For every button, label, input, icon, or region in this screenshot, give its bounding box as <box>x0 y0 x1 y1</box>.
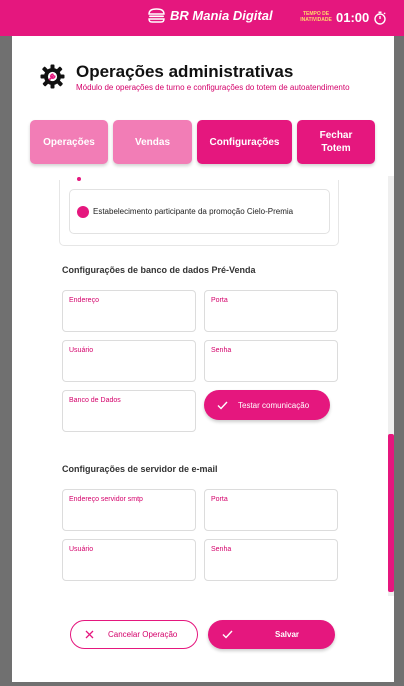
save-label: Salvar <box>275 630 300 639</box>
radio-option-partial[interactable] <box>77 177 81 181</box>
brand <box>148 8 273 23</box>
admin-panel <box>12 36 394 682</box>
brand-name: BR Mania Digital <box>170 8 273 23</box>
field-label: Endereço servidor smtp <box>69 496 143 503</box>
test-connection-label: Testar comunicação <box>238 400 310 410</box>
field-label: Porta <box>211 496 228 503</box>
db-section-title: Configurações de banco de dados Pré-Venda <box>62 265 256 275</box>
top-bar <box>0 0 404 36</box>
smtp-password-input[interactable] <box>211 560 331 574</box>
field-label: Endereço <box>69 297 99 304</box>
cancel-label: Cancelar Operação <box>108 630 178 639</box>
page-subtitle: Módulo de operações de turno e configurações do totem de autoatendimento <box>76 83 350 92</box>
tab-bar <box>30 120 376 164</box>
tab-fechar-totem[interactable]: Fechar Totem <box>297 120 375 164</box>
settings-scroll-area[interactable] <box>12 176 394 596</box>
smtp-user-input[interactable] <box>69 560 189 574</box>
field-label: Porta <box>211 297 228 304</box>
promo-label: Estabelecimento participante da promoção Cielo-Premia <box>93 207 294 216</box>
smtp-user-field[interactable] <box>62 539 196 581</box>
db-address-input[interactable] <box>69 311 189 325</box>
field-label: Usuário <box>69 546 94 553</box>
check-icon <box>222 630 233 639</box>
db-password-field[interactable] <box>204 340 338 382</box>
db-name-input[interactable] <box>69 411 189 425</box>
burger-icon <box>148 8 165 23</box>
close-icon <box>85 630 94 639</box>
page-title: Operações administrativas <box>76 62 294 81</box>
gear-wrench-icon <box>40 64 65 89</box>
smtp-port-field[interactable] <box>204 489 338 531</box>
stopwatch-icon <box>373 11 387 25</box>
cancel-operation-button[interactable] <box>70 620 198 649</box>
radio-selected-icon[interactable] <box>77 206 89 218</box>
smtp-address-input[interactable] <box>69 510 189 524</box>
idle-label: TEMPO DE INATIVIDADE <box>300 11 332 23</box>
field-label: Usuário <box>69 347 94 354</box>
smtp-port-input[interactable] <box>211 510 331 524</box>
field-label: Senha <box>211 546 232 553</box>
db-user-input[interactable] <box>69 361 189 375</box>
tab-configuracoes[interactable]: Configurações <box>197 120 292 164</box>
mail-section-title: Configurações de servidor de e-mail <box>62 464 218 474</box>
tab-vendas[interactable]: Vendas <box>113 120 192 164</box>
scrollbar-thumb[interactable] <box>388 434 394 592</box>
db-address-field[interactable] <box>62 290 196 332</box>
test-connection-button[interactable] <box>204 390 330 420</box>
db-name-field[interactable] <box>62 390 196 432</box>
db-user-field[interactable] <box>62 340 196 382</box>
idle-timer: 01:00 <box>336 10 370 25</box>
promo-option[interactable] <box>69 189 330 234</box>
field-label: Senha <box>211 347 232 354</box>
db-port-field[interactable] <box>204 290 338 332</box>
field-label: Banco de Dados <box>69 397 121 404</box>
check-icon <box>217 401 228 410</box>
tab-operacoes[interactable]: Operações <box>30 120 108 164</box>
smtp-password-field[interactable] <box>204 539 338 581</box>
save-button[interactable] <box>208 620 335 649</box>
smtp-address-field[interactable] <box>62 489 196 531</box>
db-password-input[interactable] <box>211 361 331 375</box>
db-port-input[interactable] <box>211 311 331 325</box>
